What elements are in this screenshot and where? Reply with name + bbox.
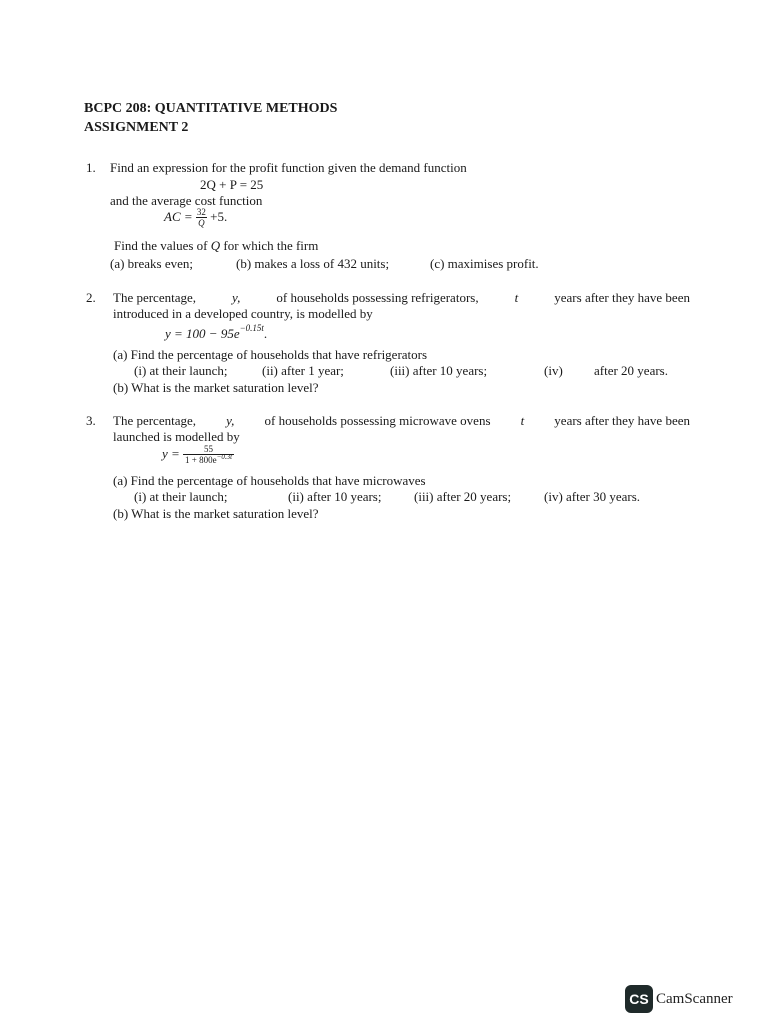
q3-sub-i: (i) at their launch; bbox=[134, 489, 228, 504]
q2-line2: introduced in a developed country, is modelled by bbox=[113, 306, 373, 321]
q2-formula: $y = 100 - 95e^{-0.15t}$. bbox=[165, 323, 268, 341]
q1-ac-equation: AC = $\frac{32}{Q}$ +5. bbox=[164, 207, 228, 228]
q1-line2: and the average cost function bbox=[110, 193, 263, 208]
q2-sub-iii: (iii) after 10 years; bbox=[390, 363, 488, 378]
q1-part-b: (b) makes a loss of 432 units; bbox=[236, 256, 390, 271]
q2-sub-iv-text: after 20 years. bbox=[594, 363, 668, 378]
q1-ac-fraction: $\frac{32}{Q}$ bbox=[196, 207, 206, 228]
q2-part-a: (a) Find the percentage of households that have refrigerators bbox=[113, 347, 428, 362]
q2-sub-ii: (ii) after 1 year; bbox=[262, 363, 344, 378]
q3-formula: y = $\frac{55}{1 + 800e^{-0.3t}}$ bbox=[162, 444, 233, 465]
q1-demand-equation: 2Q + P = 25 bbox=[200, 177, 264, 192]
q2-sub-i: (i) at their launch; bbox=[134, 363, 228, 378]
q3-number: 3. bbox=[86, 413, 96, 428]
q3-line1: The percentage, y, of households possessing microwave ovens t years after they have been bbox=[113, 413, 690, 428]
q1-part-c: (c) maximises profit. bbox=[430, 256, 539, 271]
q3-part-a: (a) Find the percentage of households that have microwaves bbox=[113, 473, 426, 488]
q1-number: 1. bbox=[86, 160, 96, 175]
q3-sub-iii: (iii) after 20 years; bbox=[414, 489, 512, 504]
q1-line1: Find an expression for the profit function given the demand function bbox=[110, 160, 467, 175]
q2-number: 2. bbox=[86, 290, 96, 305]
q3-sub-iv: (iv) after 30 years. bbox=[544, 489, 641, 504]
q1-part-a: (a) breaks even; bbox=[110, 256, 194, 271]
q2-line1: The percentage, y, of households possessing refrigerators, t years after they have been bbox=[113, 290, 690, 305]
q1-line3: Find the values of Q for which the firm bbox=[114, 238, 319, 253]
assignment-title: ASSIGNMENT 2 bbox=[84, 120, 189, 135]
camscanner-logo: CS bbox=[625, 985, 653, 1013]
q3-sub-ii: (ii) after 10 years; bbox=[288, 489, 382, 504]
q3-formula-fraction: $\frac{55}{1 + 800e^{-0.3t}}$ bbox=[185, 444, 233, 465]
q3-line2: launched is modelled by bbox=[113, 429, 240, 444]
camscanner-text: CamScanner bbox=[656, 990, 733, 1007]
q3-part-b: (b) What is the market saturation level? bbox=[113, 506, 319, 521]
course-title: BCPC 208: QUANTITATIVE METHODS bbox=[84, 101, 338, 116]
q2-sub-iv: (iv) bbox=[544, 363, 563, 378]
q2-part-b: (b) What is the market saturation level? bbox=[113, 380, 319, 395]
camscanner-watermark bbox=[625, 985, 733, 1013]
